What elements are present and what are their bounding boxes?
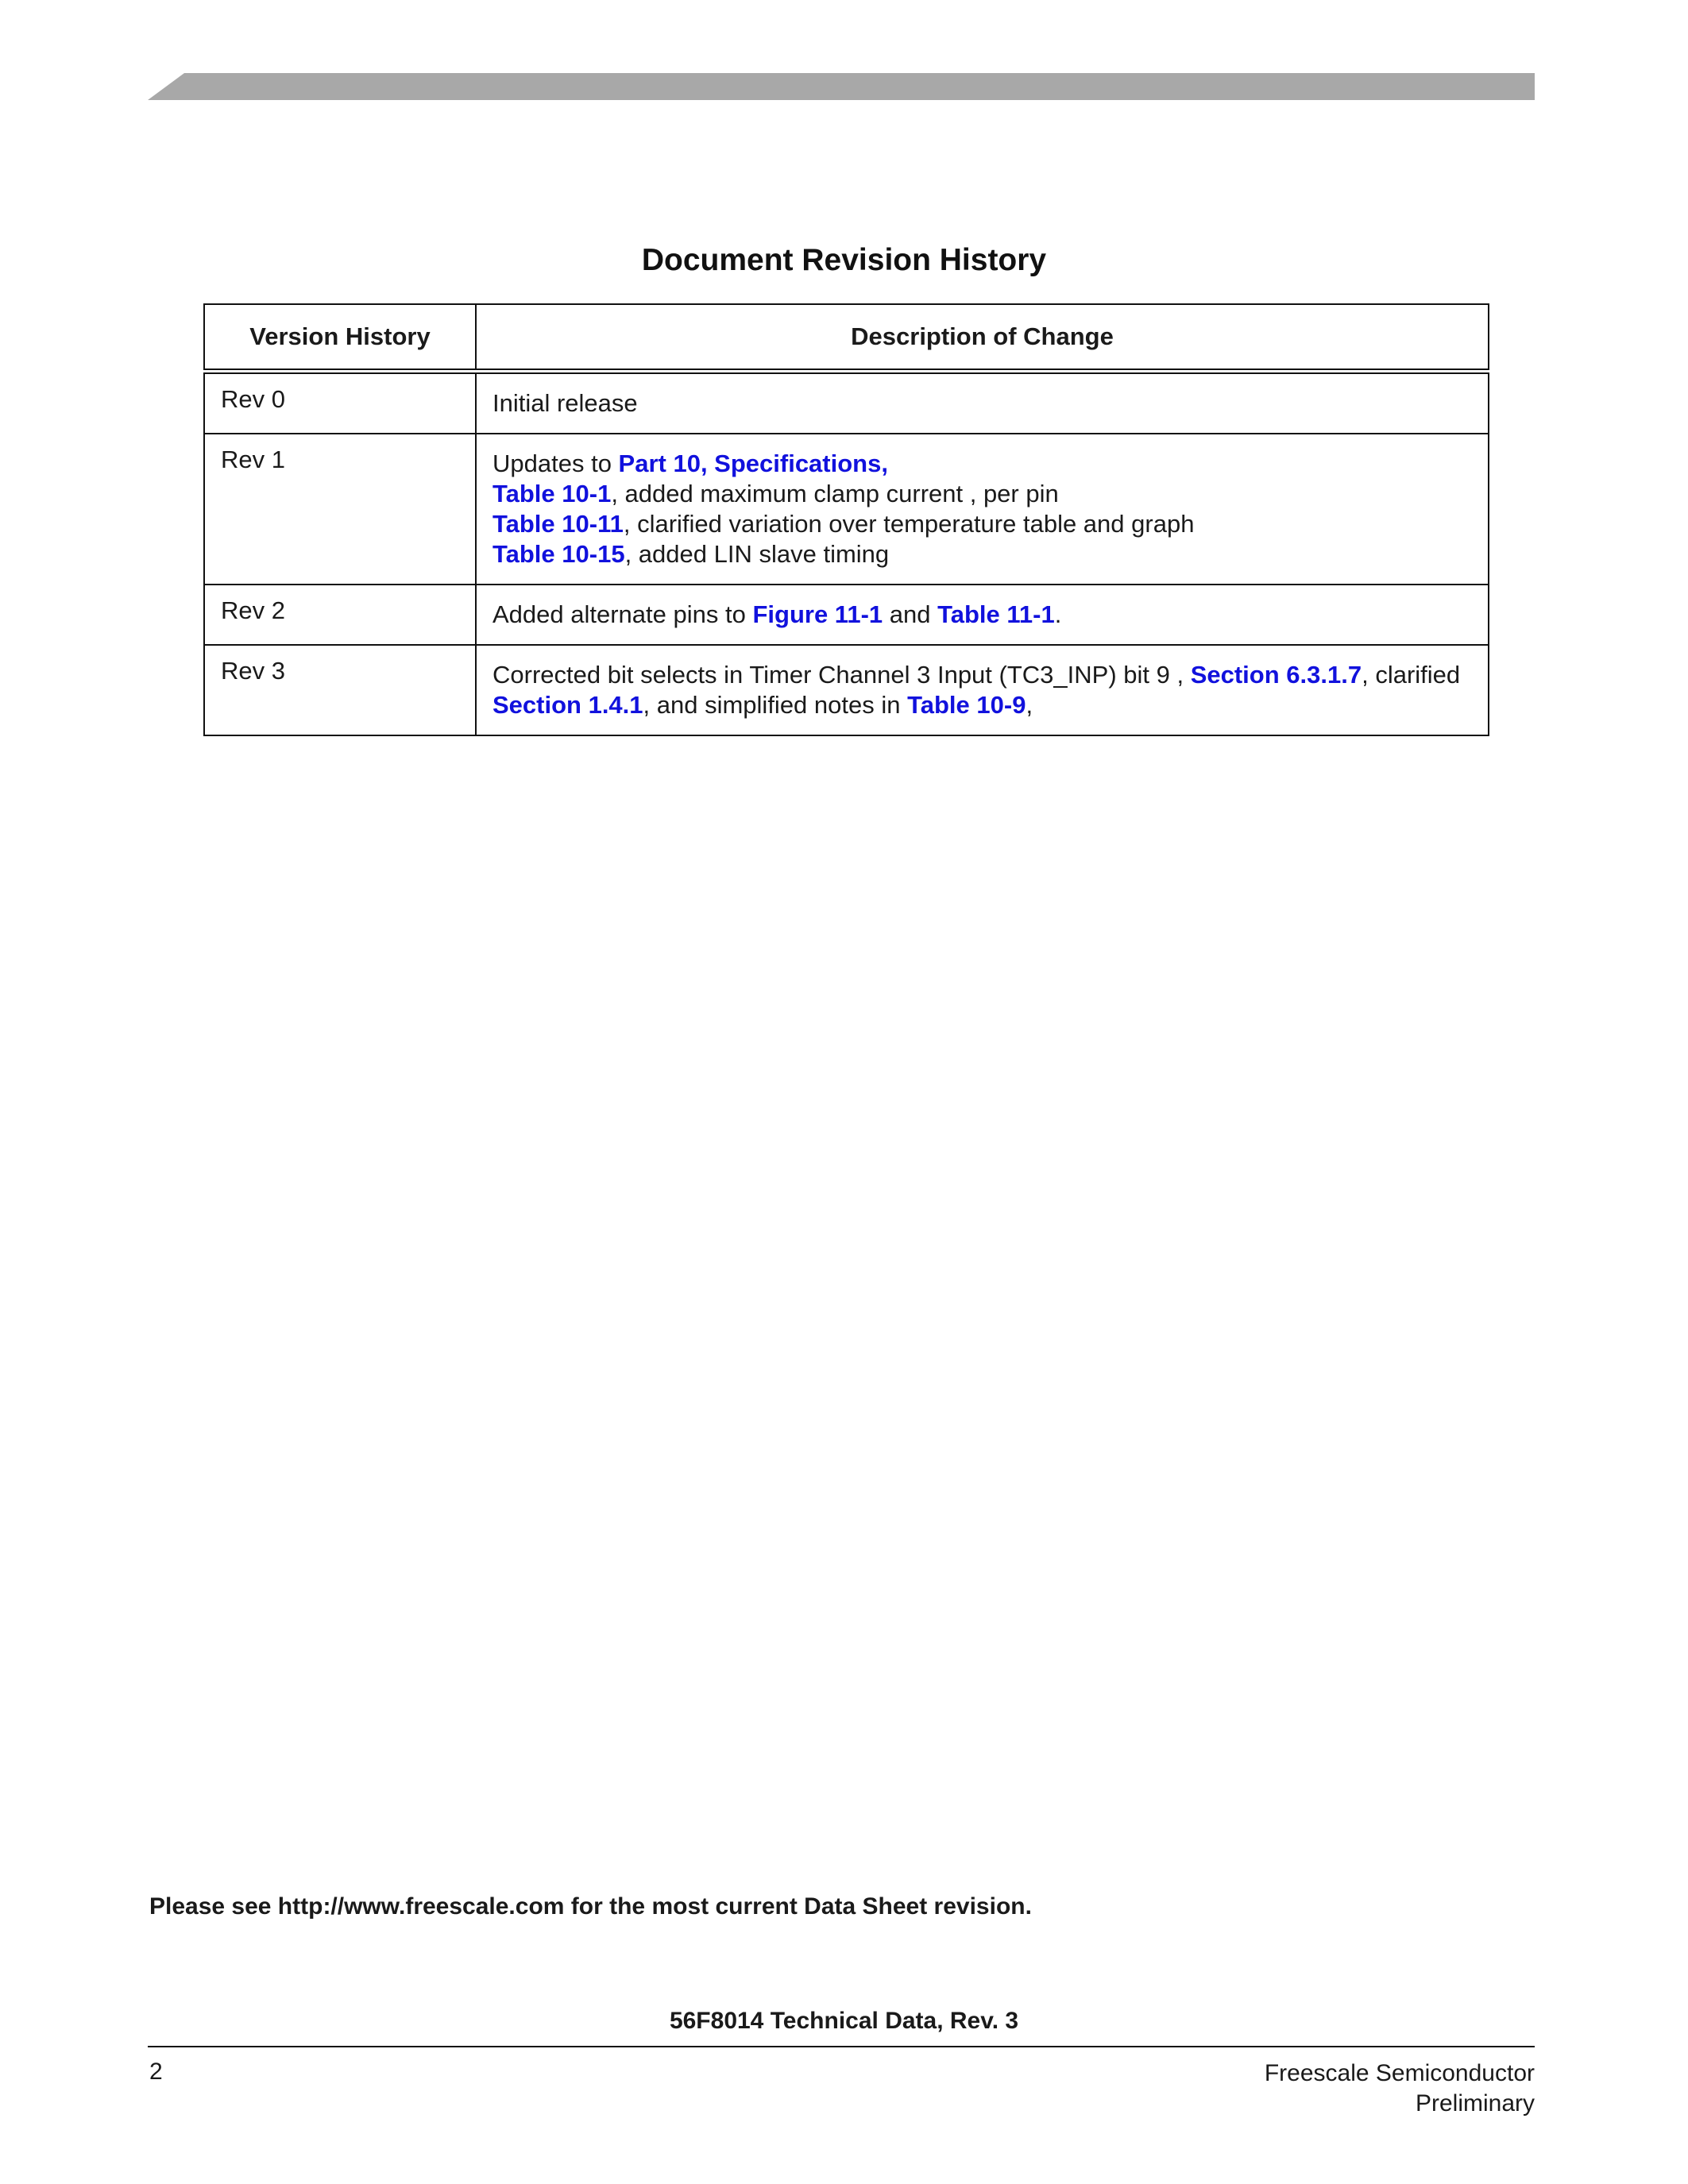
cross-reference-link[interactable]: Table 11-1 [937,600,1055,628]
description-line [492,660,1472,690]
footer-divider [148,2046,1535,2047]
header-bar-shape [148,73,1535,100]
document-status: Preliminary [1415,2090,1535,2116]
version-cell: Rev 3 [204,645,476,735]
description-text: . [1054,600,1062,628]
description-cell [476,585,1489,645]
description-cell [476,372,1489,434]
description-text: , clarified [1362,661,1461,689]
version-cell: Rev 0 [204,372,476,434]
table-body [204,372,1489,736]
description-line [492,449,1472,479]
company-name: Freescale Semiconductor [1264,2060,1535,2086]
description-text: Initial release [492,389,638,417]
cross-reference-link[interactable]: Figure 11-1 [752,600,883,628]
header-decoration-bar [148,73,1535,100]
description-line [492,600,1472,630]
version-cell: Rev 1 [204,434,476,585]
cross-reference-link[interactable]: Section 1.4.1 [492,691,643,719]
description-line [492,509,1472,539]
table-row [204,434,1489,585]
description-text: Added alternate pins to [492,600,753,628]
description-line [492,388,1472,419]
cross-reference-link[interactable]: Table 10-1 [492,480,612,507]
description-text: Corrected bit selects in Timer Channel 3 Input (TC3_INP) bit 9 , [492,661,1191,689]
cross-reference-link[interactable]: Section 6.3.1.7 [1190,661,1362,689]
document-id: 56F8014 Technical Data, Rev. 3 [669,2008,1019,2034]
description-line [492,690,1472,720]
revision-history-table [203,303,1489,736]
page-number: 2 [149,2059,163,2085]
description-text: , [1026,691,1033,719]
description-line [492,479,1472,509]
column-header-version: Version History [204,304,476,372]
table-row [204,645,1489,735]
column-header-description: Description of Change [476,304,1489,372]
description-cell [476,645,1489,735]
cross-reference-link[interactable]: Table 10-15 [492,540,625,568]
version-cell: Rev 2 [204,585,476,645]
description-text: , clarified variation over temperature table and graph [623,510,1195,538]
cross-reference-link[interactable]: Part 10, Specifications, [618,450,888,477]
page-title: Document Revision History [641,243,1047,277]
cross-reference-link[interactable]: Table 10-11 [492,510,624,538]
description-text: and [883,600,938,628]
description-line [492,539,1472,569]
table-header-row [204,304,1489,372]
table-row [204,585,1489,645]
description-cell [476,434,1489,585]
description-text: Updates to [492,450,619,477]
description-text: , and simplified notes in [643,691,908,719]
datasheet-note: Please see http://www.freescale.com for the most current Data Sheet revision. [149,1893,1032,1920]
table-row [204,372,1489,434]
cross-reference-link[interactable]: Table 10-9 [907,691,1026,719]
description-text: , added LIN slave timing [624,540,890,568]
description-text: , added maximum clamp current , per pin [611,480,1059,507]
footer-company-block [1265,2059,1535,2119]
